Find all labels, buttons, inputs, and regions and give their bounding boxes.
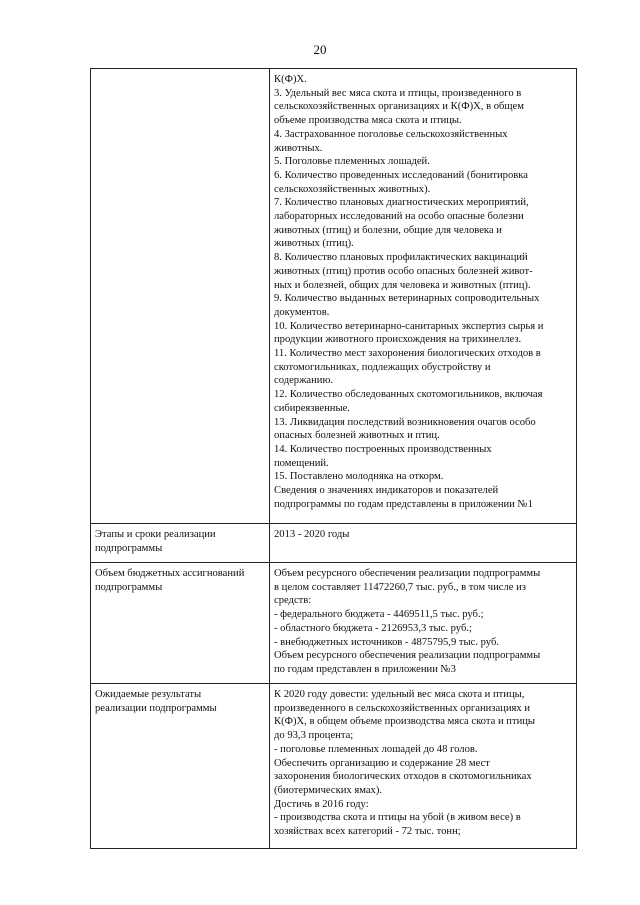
value-line: 15. Поставлено молодняка на откорм. [274, 471, 444, 483]
value-line: животных (птиц) против особо опасных болезней живот- [274, 265, 533, 277]
value-line: 10. Количество ветеринарно-санитарных экспертиз сырья и [274, 320, 544, 332]
value-line: 8. Количество плановых профилактических вакцинаций [274, 252, 528, 264]
label-line: Этапы и сроки реализации [95, 529, 216, 540]
value-line: - внебюджетных источников - 4875795,9 тыс. руб. [274, 636, 500, 648]
value-line: лабораторных исследований на особо опасные болезни [274, 211, 524, 223]
label-line: подпрограммы [95, 581, 163, 593]
label-line: Объем бюджетных ассигнований [95, 568, 245, 579]
subprogram-passport-table [90, 68, 577, 849]
value-line: 3. Удельный вес мяса скота и птицы, произведенного в [274, 87, 522, 99]
value-line: произведенного в сельскохозяйственных организациях и [274, 702, 531, 714]
value-line: документов. [274, 306, 330, 318]
row-label-cell [91, 524, 270, 563]
label-line: подпрограммы [95, 542, 163, 554]
label-line: Ожидаемые результаты [95, 689, 202, 700]
value-line: животных (птиц). [274, 238, 354, 250]
stages-timing-row [91, 524, 577, 563]
value-line: помещений. [274, 457, 329, 469]
value-line: - производства скота и птицы на убой (в живом весе) в [274, 812, 521, 824]
value-line: К 2020 году довести: удельный вес мяса скота и птицы, [274, 689, 525, 700]
value-line: средств: [274, 595, 312, 607]
value-line: опасных болезней животных и птиц. [274, 430, 440, 442]
value-line: подпрограммы по годам представлены в приложении №1 [274, 498, 533, 510]
value-line: хозяйствах всех категорий - 72 тыс. тонн; [274, 826, 461, 838]
value-line: 14. Количество построенных производственных [274, 443, 492, 455]
value-line: захоронения биологических отходов в скотомогильниках [274, 771, 532, 783]
value-line: объеме производства мяса скота и птицы. [274, 115, 462, 127]
expected-results-row [91, 684, 577, 849]
value-line: продукции животного происхождения на трихинеллез. [274, 334, 522, 346]
value-line: Достичь в 2016 году: [274, 798, 369, 810]
value-line: ных и болезней, общих для человека и животных (птиц). [274, 279, 531, 291]
value-line: 9. Количество выданных ветеринарных сопроводительных [274, 293, 540, 305]
value-line: содержанию. [274, 375, 334, 387]
value-line: сельскохозяйственных животных). [274, 183, 431, 195]
row-value-cell [270, 69, 577, 524]
row-value-cell [270, 563, 577, 684]
page-number: 20 [313, 42, 327, 57]
value-line: 11. Количество мест захоронения биологических отходов в [274, 348, 541, 360]
value-line: по годам представлен в приложении №3 [274, 663, 456, 675]
value-line: животных (птиц) и болезни, общие для человека и [274, 224, 502, 236]
value-line: сибиреязвенные. [274, 402, 350, 414]
row-value-cell [270, 684, 577, 849]
value-line: 7. Количество плановых диагностических мероприятий, [274, 197, 529, 209]
value-line: 5. Поголовье племенных лошадей. [274, 156, 430, 168]
value-line: в целом составляет 11472260,7 тыс. руб., в том числе из [274, 581, 526, 593]
row-label-cell [91, 563, 270, 684]
value-line: 4. Застрахованное поголовье сельскохозяйственных [274, 128, 508, 140]
value-line: Сведения о значениях индикаторов и показателей [274, 485, 499, 497]
row-value-cell [270, 524, 577, 563]
value-line: К(Ф)Х. [274, 74, 307, 85]
value-line: 12. Количество обследованных скотомогильников, включая [274, 389, 543, 401]
value-line: - областного бюджета - 2126953,3 тыс. руб.; [274, 622, 472, 634]
row-label-cell [91, 684, 270, 849]
value-line: Объем ресурсного обеспечения реализации подпрограммы [274, 650, 541, 662]
value-line: 13. Ликвидация последствий возникновения очагов особо [274, 416, 536, 428]
value-line: - федерального бюджета - 4469511,5 тыс. руб.; [274, 609, 484, 621]
value-line: скотомогильниках, подлежащих обустройству и [274, 361, 491, 373]
value-line: Обеспечить организацию и содержание 28 мест [274, 757, 490, 769]
value-line: 2013 - 2020 годы [274, 529, 350, 540]
value-line: - поголовье племенных лошадей до 48 голов. [274, 743, 478, 755]
indicators-row [91, 69, 577, 524]
value-line: Объем ресурсного обеспечения реализации подпрограммы [274, 568, 541, 579]
label-line: реализации подпрограммы [95, 702, 217, 714]
row-label-cell [91, 69, 270, 524]
budget-allocations-row [91, 563, 577, 684]
value-line: 6. Количество проведенных исследований (бонитировка [274, 169, 528, 181]
value-line: (биотермических ямах). [274, 784, 383, 796]
value-line: животных. [274, 142, 323, 154]
value-line: К(Ф)Х, в общем объеме производства мяса скота и птицы [274, 716, 536, 728]
value-line: до 93,3 процента; [274, 730, 354, 742]
value-line: сельскохозяйственных организациях и К(Ф)Х, в общем [274, 101, 524, 113]
